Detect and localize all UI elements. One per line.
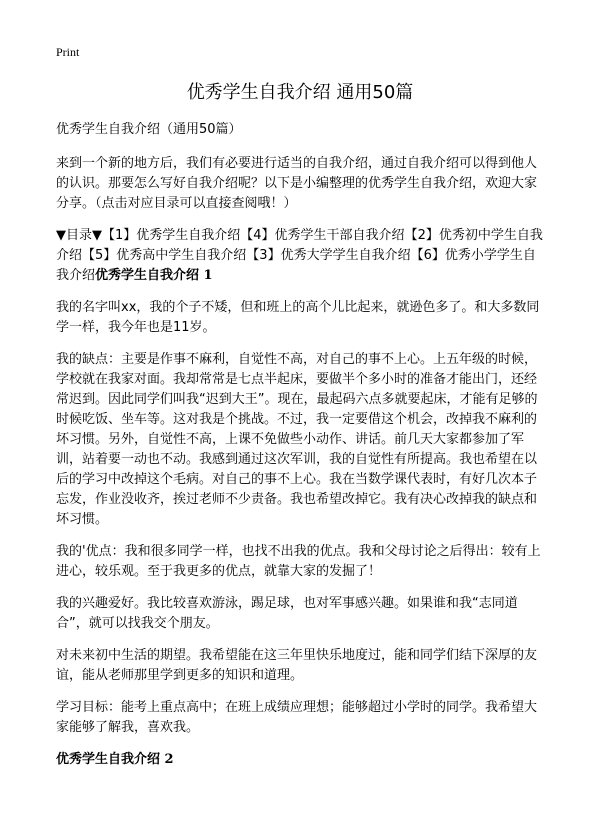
toc-item-4[interactable]: 【4】优秀学生干部自我介绍 [240,228,405,243]
toc-item-1[interactable]: 【1】优秀学生自我介绍 [102,228,241,243]
toc-item-6[interactable]: 【6】优秀小学学生自我介绍 [56,248,536,283]
paragraph-expectations: 对未来初中生活的期望。我希望能在这三年里快乐地度过，能和同学们结下深厚的友谊，能从老师那里学到更多的知识和道理。 [56,648,538,683]
toc-item-2[interactable]: 【2】优秀初中学生自我介绍 [56,228,543,263]
paragraph-strengths: 我的'优点：我和很多同学一样，也找不出我的优点。我和父母讨论之后得出：较有上进心，较乐观。至于我更多的优点，就靠大家的发掘了！ [56,544,541,579]
paragraph-hobbies: 我的兴趣爱好。我比较喜欢游泳，踢足球，也对军事感兴趣。如果谁和我“志同道合”，就可以找我交个朋友。 [56,596,518,631]
page-title: 优秀学生自我介绍 通用50篇 [186,82,414,103]
toc-prefix: ▼目录▼ [56,228,102,243]
toc-item-3[interactable]: 【3】优秀大学学生自我介绍 [246,248,411,263]
section-1-heading: 优秀学生自我介绍 1 [95,268,213,283]
print-link[interactable]: Print [56,45,80,59]
article-subtitle: 优秀学生自我介绍（通用50篇） [56,122,242,137]
section-2-heading: 优秀学生自我介绍 2 [56,752,174,767]
paragraph-name-age: 我的名字叫xx，我的个子不矮，但和班上的高个儿比起来，就逊色多了。和大多数同学一样，我今年也是11岁。 [56,300,540,335]
table-of-contents [56,226,546,286]
toc-item-5[interactable]: 【5】优秀高中学生自我介绍 [82,248,247,263]
paragraph-weaknesses: 我的缺点：主要是作事不麻利，自觉性不高，对自己的事不上心。上五年级的时候，学校就在我家对面。我却常常是七点半起床，要做半个多小时的准备才能出门，还经常迟到。因此同学们叫我“迟到大王”。现在，最起码六点多就要起床，才能有足够的时候吃饭、坐车等。这对我是个挑战。不过，我一定要借这个机会，改掉我不麻利的坏习惯。另外，自觉性不高，上课不免做些小动作、讲话。前几天大家都参加了军训，站着要一动也不动。我感到通过这次军训，我的自觉性有所提高。我也希望在以后的学习中改掉这个毛病。对自己的事不上心。我在当数学课代表时，有好几次本子忘发，作业没收齐，挨过老师不少责备。我也希望改掉它。我有决心改掉我的缺点和坏习惯。 [56,352,538,527]
article-body [56,120,546,782]
paragraph-goals: 学习目标：能考上重点高中；在班上成绩应理想；能够超过小学时的同学。我希望大家能够了解我，喜欢我。 [56,700,538,735]
intro-paragraph: 来到一个新的地方后，我们有必要进行适当的自我介绍，通过自我介绍可以得到他人的认识。那要怎么写好自我介绍呢？以下是小编整理的优秀学生自我介绍，欢迎大家分享。（点击对应目录可以直接查阅哦！） [56,156,538,211]
